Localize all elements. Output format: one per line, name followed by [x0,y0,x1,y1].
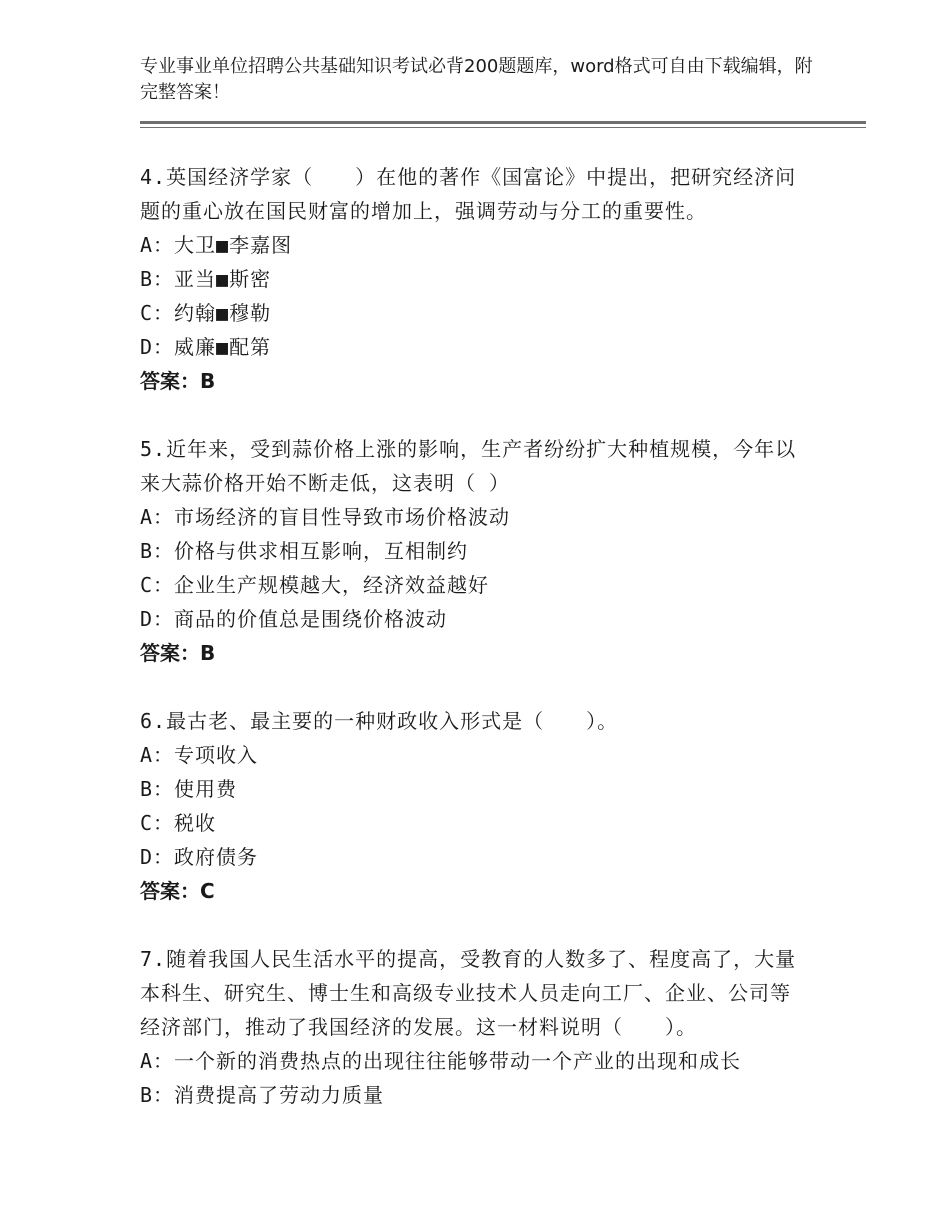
document-header: 专业事业单位招聘公共基础知识考试必背200题题库，word格式可自由下载编辑，附完整答案！ [140,56,813,103]
question-stem: 6.最古老、最主要的一种财政收入形式是（ ）。 [140,709,619,733]
option-a: A：专项收入 [140,743,259,767]
header-rule-thin [140,127,866,128]
question-item [140,160,800,398]
question-list [140,160,800,1146]
option-d: D：商品的价值总是围绕价格波动 [140,607,448,631]
option-a: A：市场经济的盲目性导致市场价格波动 [140,505,511,529]
option-b: B：价格与供求相互影响，互相制约 [140,539,469,563]
question-item [140,432,800,670]
answer-line: 答案：B [140,369,216,393]
option-c: C：企业生产规模越大，经济效益越好 [140,573,490,597]
option-c: C：税收 [140,811,217,835]
question-item [140,704,800,908]
question-stem: 4.英国经济学家（ ）在他的著作《国富论》中提出，把研究经济问题的重心放在国民财富的增加上，强调劳动与分工的重要性。 [140,165,797,223]
option-b: B：亚当■斯密 [140,267,272,291]
question-stem: 7.随着我国人民生活水平的提高，受教育的人数多了、程度高了，大量本科生、研究生、博士生和高级专业技术人员走向工厂、企业、公司等经济部门，推动了我国经济的发展。这一材料说明（ ）。 [140,947,797,1039]
question-item [140,942,800,1112]
option-b: B：使用费 [140,777,238,801]
answer-line: 答案：B [140,641,216,665]
option-d: D：政府债务 [140,845,259,869]
option-d: D：威廉■配第 [140,335,272,359]
answer-line: 答案：C [140,879,215,903]
option-c: C：约翰■穆勒 [140,301,272,325]
question-stem: 5.近年来，受到蒜价格上涨的影响，生产者纷纷扩大种植规模，今年以来大蒜价格开始不断走低，这表明（ ） [140,437,797,495]
header-rule-thick [140,121,866,124]
option-b: B：消费提高了劳动力质量 [140,1083,385,1107]
option-a: A：大卫■李嘉图 [140,233,293,257]
option-a: A：一个新的消费热点的出现往往能够带动一个产业的出现和成长 [140,1049,742,1073]
